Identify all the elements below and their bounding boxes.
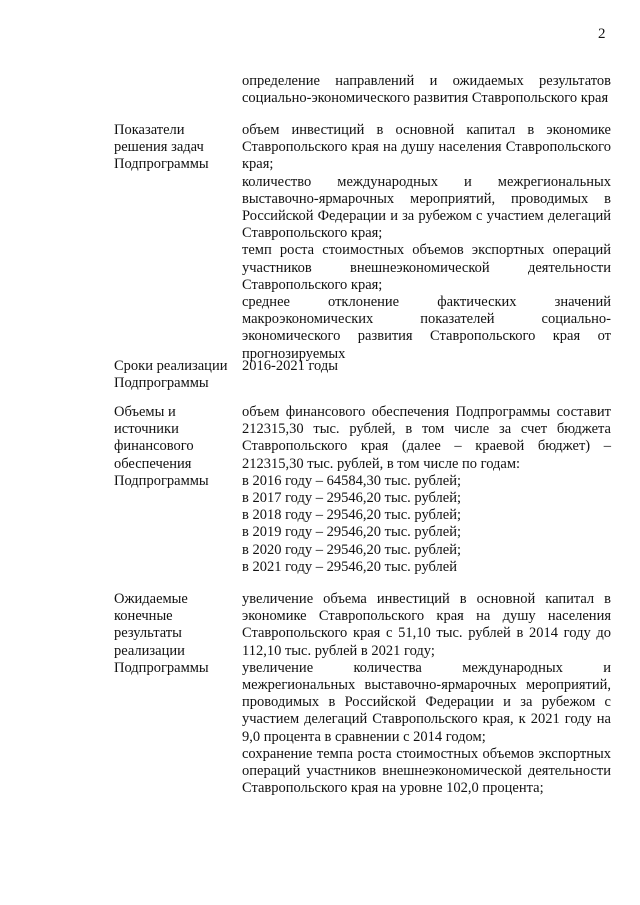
- funding-year-item: в 2018 году – 29546,20 тыс. рублей;: [242, 507, 462, 524]
- page-number: 2: [598, 26, 606, 42]
- funding-year-item: в 2020 году – 29546,20 тыс. рублей;: [242, 541, 462, 558]
- indicators-label: Показатели решения задач Подпрограммы: [114, 122, 209, 173]
- results-label: Ожидаемые конечные результаты реализации Подпрограммы: [114, 591, 209, 676]
- funding-years: [242, 473, 611, 576]
- funding-year-item: в 2016 году – 64584,30 тыс. рублей;: [242, 472, 462, 489]
- results-list: [242, 591, 611, 797]
- indicators-list: [242, 122, 611, 363]
- result-item: увеличение объема инвестиций в основной капитал в экономике Ставропольского края на душу населения Ставропольского края с 51,10 тыс. рублей в 2014 году до 112,10 тыс. рублей в 2021 году;: [242, 591, 611, 659]
- result-item: сохранение темпа роста стоимостных объемов экспортных операций участников внешнеэкономической деятельности Ставропольского края на уровне 102,0 процента;: [242, 745, 611, 797]
- terms-label: Сроки реализации Подпрограммы: [114, 358, 228, 392]
- indicator-item: количество международных и межрегиональных выставочно-ярмарочных мероприятий, проводимых в Российской Федерации и за рубежом с участием делегаций Ставропольского края;: [242, 173, 611, 242]
- result-item: увеличение количества международных и межрегиональных выставочно-ярмарочных мероприятий, проводимых в Российской Федерации и за рубежом с участием делегаций Ставропольского края, к 2021 году на 9,0 процента в сравнении с 2014 годом;: [242, 659, 611, 745]
- funding-label: Объемы и источники финансового обеспечения Подпрограммы: [114, 404, 209, 489]
- funding-block: [242, 404, 611, 576]
- intro-paragraph: определение направлений и ожидаемых результатов социально-экономического развития Ставропольского края: [242, 73, 611, 107]
- funding-year-item: в 2019 году – 29546,20 тыс. рублей;: [242, 524, 462, 541]
- funding-intro: объем финансового обеспечения Подпрограммы составит 212315,30 тыс. рублей, в том числе за счет бюджета Ставропольского края (далее – краевой бюджет) – 212315,30 тыс. рублей, в том числе по годам:: [242, 404, 611, 472]
- funding-year-item: в 2021 году – 29546,20 тыс. рублей: [242, 558, 457, 575]
- indicator-item: объем инвестиций в основной капитал в экономике Ставропольского края на душу населения Ставропольского края;: [242, 122, 611, 173]
- indicator-item: темп роста стоимостных объемов экспортных операций участников внешнеэкономической деятельности Ставропольского края;: [242, 242, 611, 293]
- indicator-item: среднее отклонение фактических значений макроэкономических показателей социально-экономического развития Ставропольского края от прогнозируемых: [242, 294, 611, 362]
- terms-value: 2016-2021 годы: [242, 358, 338, 374]
- funding-year-item: в 2017 году – 29546,20 тыс. рублей;: [242, 490, 462, 507]
